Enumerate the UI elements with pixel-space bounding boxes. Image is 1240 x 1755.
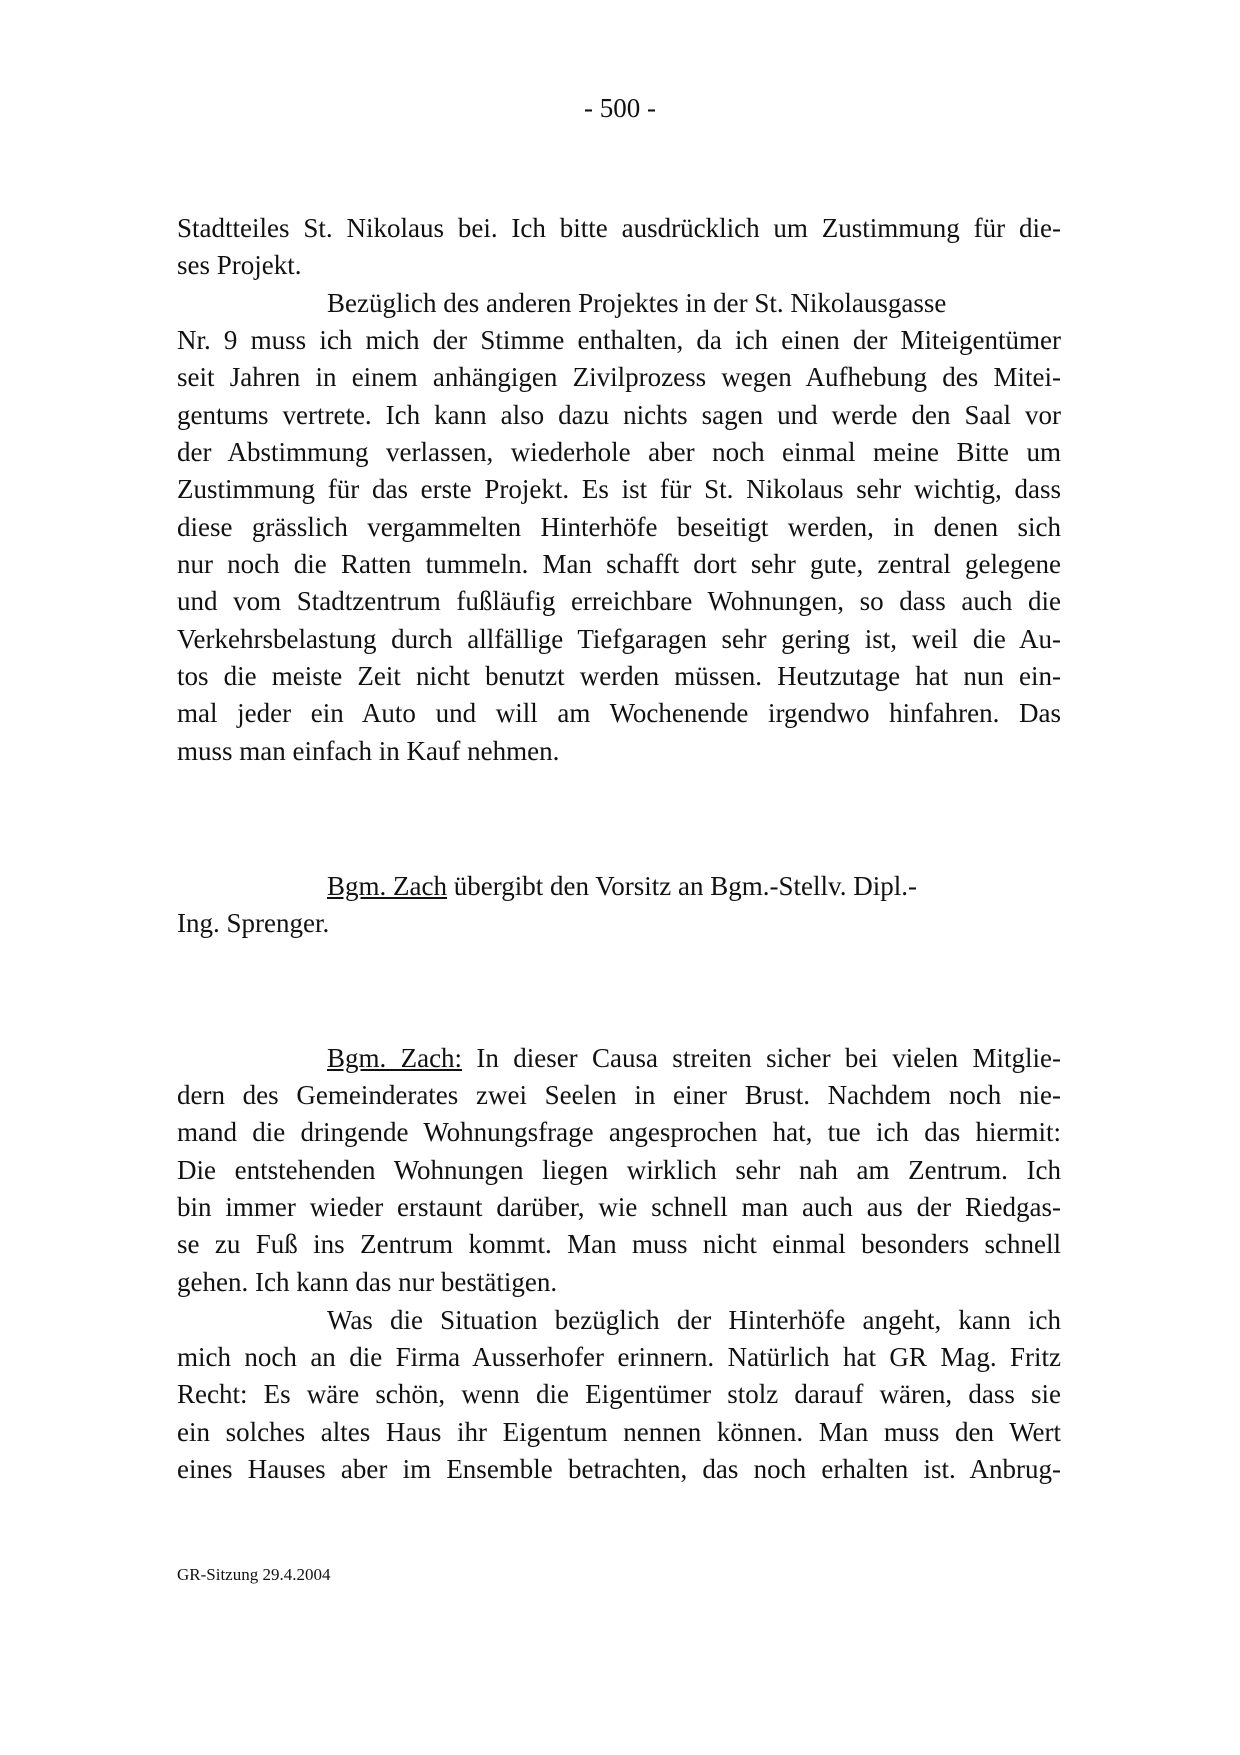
speech-first-line (327, 1040, 1061, 1077)
speaker-name: Bgm. Zach: (327, 1043, 463, 1073)
text-line: seit Jahren in einem anhängigen Zivilprozess wegen Aufhebung des Mitei- (177, 362, 1061, 392)
text-line: gentums vertrete. Ich kann also dazu nichts sagen und werde den Saal vor (177, 400, 1061, 430)
text-span: In dieser Causa streiten sicher bei vielen Mitglie- (462, 1043, 1061, 1073)
text-line: ein solches altes Haus ihr Eigentum nennen können. Man muss den Wert (177, 1417, 1061, 1447)
text-line: und vom Stadtzentrum fußläufig erreichbare Wohnungen, so dass auch die (177, 586, 1061, 616)
text-line: diese grässlich vergammelten Hinterhöfe beseitigt werden, in denen sich (177, 512, 1061, 542)
text-line: se zu Fuß ins Zentrum kommt. Man muss nicht einmal besonders schnell (177, 1229, 1061, 1259)
speaker-name: Bgm. Zach (327, 871, 447, 901)
text-line: bin immer wieder erstaunt darüber, wie schnell man auch aus der Riedgas- (177, 1192, 1061, 1222)
text-line: Zustimmung für das erste Projekt. Es ist für St. Nikolaus sehr wichtig, dass (177, 474, 1061, 504)
text-line: mal jeder ein Auto und will am Wochenende irgendwo hinfahren. Das (177, 698, 1061, 728)
text-line: dern des Gemeinderates zwei Seelen in einer Brust. Nachdem noch nie- (177, 1080, 1061, 1110)
text-line: muss man einfach in Kauf nehmen. (177, 736, 560, 766)
chair-transfer-line (327, 868, 1061, 905)
text-line: mand die dringende Wohnungsfrage angesprochen hat, tue ich das hiermit: (177, 1117, 1061, 1147)
text-line: mich noch an die Firma Ausserhofer erinnern. Natürlich hat GR Mag. Fritz (177, 1342, 1061, 1372)
text-line: Verkehrsbelastung durch allfällige Tiefgaragen sehr gering ist, weil die Au- (177, 624, 1061, 654)
text-line: nur noch die Ratten tummeln. Man schafft dort sehr gute, zentral gelegene (177, 549, 1061, 579)
text-line: Ing. Sprenger. (177, 908, 330, 938)
text-line: gehen. Ich kann das nur bestätigen. (177, 1267, 558, 1297)
footer: GR-Sitzung 29.4.2004 (177, 1565, 331, 1584)
text-line: Bezüglich des anderen Projektes in der St. Nikolausgasse (327, 288, 947, 318)
text-line: Die entstehenden Wohnungen liegen wirklich sehr nah am Zentrum. Ich (177, 1155, 1061, 1185)
text-line: eines Hauses aber im Ensemble betrachten, das noch erhalten ist. Anbrug- (177, 1454, 1061, 1484)
text-line: Stadtteiles St. Nikolaus bei. Ich bitte ausdrücklich um Zustimmung für die- (177, 213, 1061, 243)
text-line: Nr. 9 muss ich mich der Stimme enthalten, da ich einen der Miteigentümer (177, 325, 1061, 355)
text-line: Was die Situation bezüglich der Hinterhöfe angeht, kann ich (327, 1305, 1061, 1335)
text-line: Recht: Es wäre schön, wenn die Eigentümer stolz darauf wären, dass sie (177, 1379, 1061, 1409)
text-line: tos die meiste Zeit nicht benutzt werden müssen. Heutzutage hat nun ein- (177, 661, 1061, 691)
text-line: ses Projekt. (177, 250, 302, 280)
text-span: übergibt den Vorsitz an Bgm.-Stellv. Dipl.- (446, 871, 917, 901)
text-line: der Abstimmung verlassen, wiederhole aber noch einmal meine Bitte um (177, 437, 1061, 467)
page-number: - 500 - (584, 93, 656, 123)
